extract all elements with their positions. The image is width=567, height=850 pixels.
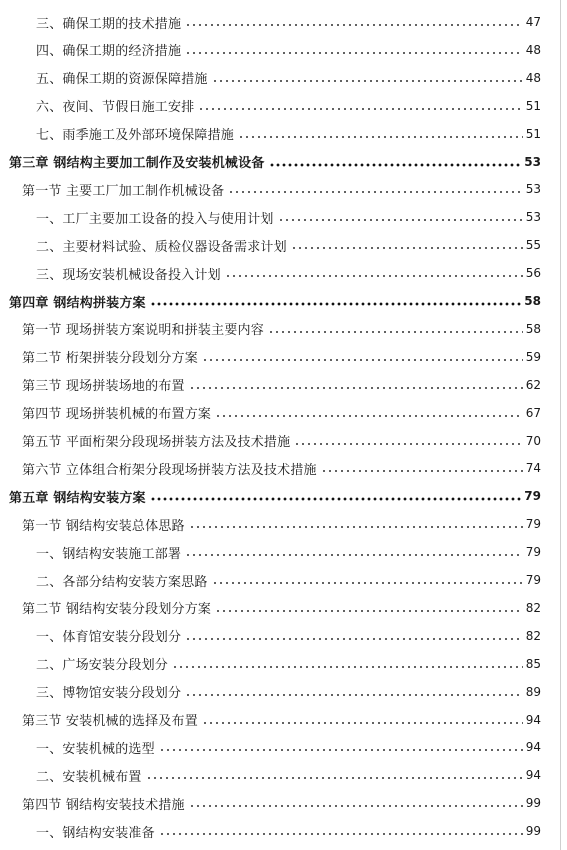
toc-entry-title: 第六节 立体组合桁架分段现场拼装方法及技术措施 [22,462,317,478]
toc-dot-leader [189,525,523,529]
toc-dot-leader [185,693,523,697]
toc-section-entry[interactable] [22,371,541,399]
toc-chapter-entry[interactable] [9,482,541,510]
toc-section-entry[interactable] [22,454,541,482]
toc-dot-leader [321,469,523,473]
toc-dot-leader [172,665,523,669]
toc-entry-title: 第三节 现场拼装场地的布置 [22,379,185,395]
toc-entry-title: 一、工厂主要加工设备的投入与使用计划 [36,211,274,227]
toc-dot-leader [215,414,523,418]
toc-page-number: 58 [525,321,541,336]
toc-page-number: 94 [525,740,541,755]
toc-subsection-entry[interactable] [36,203,541,231]
toc-page-number: 99 [525,824,541,839]
toc-section-entry[interactable] [22,706,541,734]
toc-entry-title: 第一节 钢结构安装总体思路 [22,518,185,534]
toc-entry-title: 二、安装机械布置 [36,769,142,785]
toc-dot-leader [150,302,522,306]
toc-page-number: 56 [525,266,541,281]
toc-dot-leader [189,804,523,808]
toc-subsection-entry[interactable] [36,817,541,845]
toc-entry-title: 一、钢结构安装施工部署 [36,546,182,562]
toc-dot-leader [185,553,523,557]
toc-entry-title: 第四章 钢结构拼装方案 [9,295,146,311]
toc-entry-title: 第四节 现场拼装机械的布置方案 [22,407,212,423]
toc-entry-title: 第二节 钢结构安装分段划分方案 [22,602,212,618]
toc-page-number: 82 [525,628,541,643]
toc-entry-title: 二、主要材料试验、质检仪器设备需求计划 [36,239,287,255]
toc-dot-leader [159,748,523,752]
toc-subsection-entry[interactable] [36,8,541,36]
toc-page-number: 85 [525,656,541,671]
toc-section-entry[interactable] [22,399,541,427]
toc-dot-leader [294,442,522,446]
toc-page-number: 79 [524,489,541,504]
toc-entry-title: 第二节 桁架拼装分段划分方案 [22,351,198,367]
toc-page-number: 89 [525,684,541,699]
toc-dot-leader [228,190,522,194]
toc-page-number: 47 [525,15,541,29]
toc-entry-title: 三、博物馆安装分段划分 [36,686,182,702]
toc-dot-leader [278,218,523,222]
toc-dot-leader [159,832,523,836]
toc-dot-leader [225,274,523,278]
toc-page-number: 62 [525,377,541,392]
toc-page-number: 55 [525,238,541,253]
toc-page-number: 53 [525,182,541,197]
toc-dot-leader [185,637,523,641]
toc-chapter-entry[interactable] [9,148,541,176]
toc-page-number: 51 [525,98,541,113]
toc-subsection-entry[interactable] [36,538,541,566]
toc-dot-leader [185,51,523,55]
toc-dot-leader [189,386,523,390]
toc-section-entry[interactable] [22,510,541,538]
toc-entry-title: 六、夜间、节假日施工安排 [36,100,195,116]
toc-entry-title: 三、确保工期的技术措施 [36,16,182,32]
toc-entry-title: 第一节 主要工厂加工制作机械设备 [22,183,225,199]
toc-entry-title: 一、安装机械的选型 [36,741,155,757]
page-edge-divider [560,0,561,850]
toc-subsection-entry[interactable] [36,622,541,650]
toc-dot-leader [212,581,523,585]
toc-subsection-entry[interactable] [36,259,541,287]
toc-dot-leader [212,79,523,83]
toc-entry-title: 五、确保工期的资源保障措施 [36,72,208,88]
toc-entry-title: 第三章 钢结构主要加工制作及安装机械设备 [9,156,265,171]
toc-entry-title: 三、现场安装机械设备投入计划 [36,267,221,283]
toc-section-entry[interactable] [22,789,541,817]
toc-page-number: 59 [525,349,541,364]
toc-section-entry[interactable] [22,175,541,203]
toc-dot-leader [198,107,522,111]
toc-subsection-entry[interactable] [36,650,541,678]
toc-page-number: 48 [525,70,541,85]
toc-dot-leader [238,135,523,139]
toc-page-number: 74 [525,461,541,476]
toc-entry-title: 一、钢结构安装准备 [36,825,155,841]
toc-subsection-entry[interactable] [36,733,541,761]
toc-subsection-entry[interactable] [36,761,541,789]
toc-dot-leader [185,23,523,27]
toc-entry-title: 二、各部分结构安装方案思路 [36,574,208,590]
toc-page-number: 94 [525,768,541,783]
toc-dot-leader [269,163,522,167]
toc-page-number: 70 [525,433,541,448]
toc-subsection-entry[interactable] [36,36,541,64]
toc-dot-leader [215,609,523,613]
toc-subsection-entry[interactable] [36,231,541,259]
toc-subsection-entry[interactable] [36,64,541,92]
toc-page-number: 79 [525,573,541,587]
toc-section-entry[interactable] [22,315,541,343]
toc-entry-title: 第一节 现场拼装方案说明和拼装主要内容 [22,323,264,339]
toc-page-number: 58 [524,294,541,308]
toc-dot-leader [150,497,522,501]
toc-chapter-entry[interactable] [9,287,541,315]
toc-subsection-entry[interactable] [36,92,541,120]
toc-entry-title: 一、体育馆安装分段划分 [36,630,182,646]
toc-page-number: 99 [525,796,541,811]
toc-page-number: 82 [525,600,541,615]
toc-entry-title: 第五节 平面桁架分段现场拼装方法及技术措施 [22,435,291,450]
toc-page-number: 48 [525,42,541,57]
toc-entry-title: 第四节 钢结构安装技术措施 [22,797,185,813]
toc-dot-leader [268,330,523,334]
toc-page-number: 53 [524,154,541,169]
toc-page-number: 79 [525,545,541,560]
toc-entry-title: 第三节 安装机械的选择及布置 [22,714,198,729]
toc-section-entry[interactable] [22,427,541,455]
toc-section-entry[interactable] [22,594,541,622]
toc-page-number: 51 [525,126,541,141]
toc-entry-title: 第五章 钢结构安装方案 [9,490,146,506]
toc-page-number: 67 [525,405,541,420]
toc-dot-leader [202,358,523,362]
toc-section-entry[interactable] [22,343,541,371]
toc-dot-leader [146,776,523,780]
toc-page-number: 53 [525,210,541,225]
toc-dot-leader [202,721,523,725]
toc-subsection-entry[interactable] [36,678,541,706]
toc-entry-title: 二、广场安装分段划分 [36,658,169,674]
toc-page-number: 79 [525,517,541,532]
toc-page-number: 94 [525,712,541,727]
toc-entry-title: 七、雨季施工及外部环境保障措施 [36,128,235,144]
toc-entry-title: 四、确保工期的经济措施 [36,44,182,60]
toc-subsection-entry[interactable] [36,120,541,148]
toc-subsection-entry[interactable] [36,566,541,594]
toc-dot-leader [291,246,523,250]
